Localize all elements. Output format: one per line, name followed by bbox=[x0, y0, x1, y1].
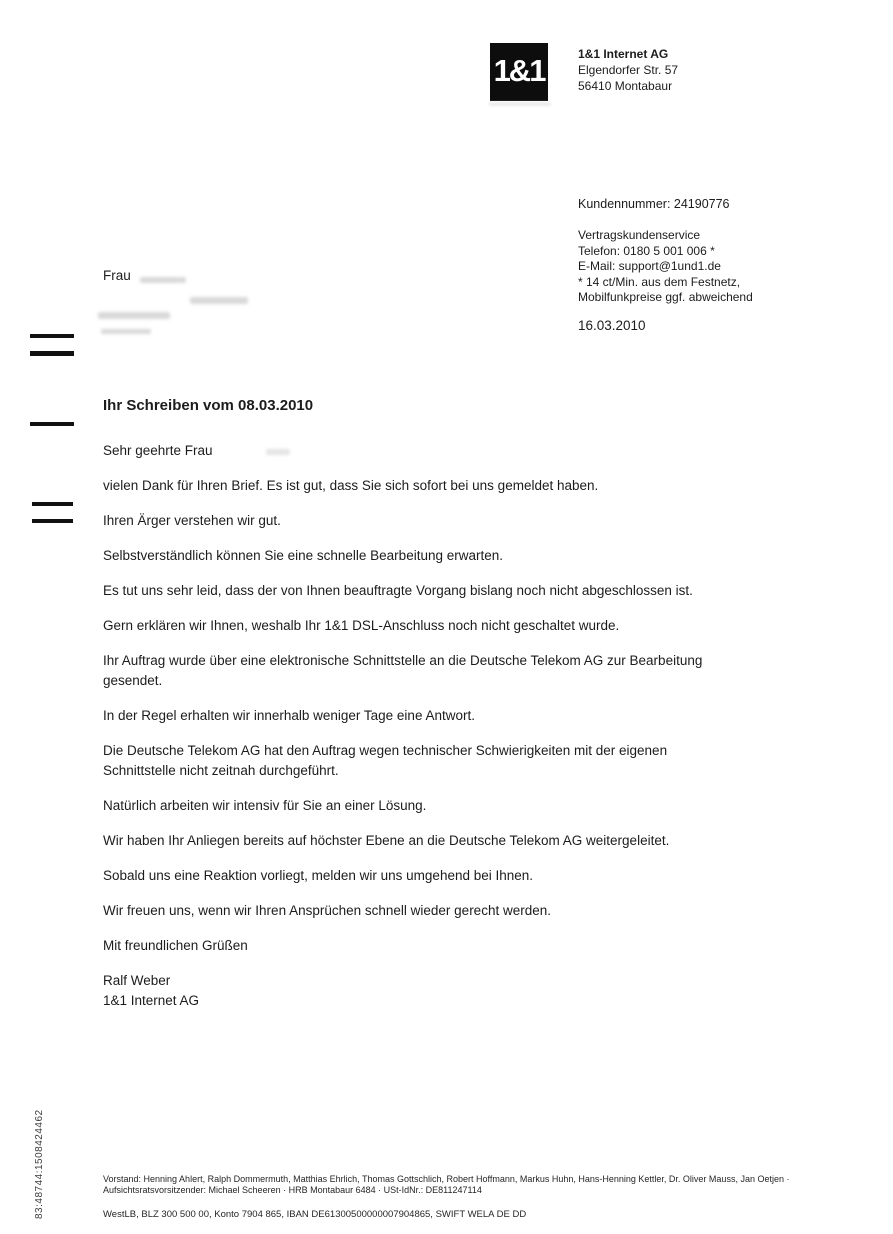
service-email: E-Mail: support@1und1.de bbox=[578, 259, 721, 273]
signature-name: Ralf Weber bbox=[103, 973, 171, 988]
redacted-address-smudge bbox=[101, 329, 151, 334]
paragraph: Wir haben Ihr Anliegen bereits auf höchster Ebene an die Deutsche Telekom AG weitergeleitet. bbox=[103, 833, 670, 848]
letter-date: 16.03.2010 bbox=[578, 318, 646, 333]
customer-number: Kundennummer: 24190776 bbox=[578, 197, 730, 211]
subject-line: Ihr Schreiben vom 08.03.2010 bbox=[103, 397, 314, 414]
margin-reference-number: 83:48744:1508424462 bbox=[34, 1109, 45, 1219]
redacted-address-smudge bbox=[190, 297, 248, 304]
sender-city: 56410 Montabaur bbox=[578, 79, 673, 93]
fold-mark bbox=[32, 519, 73, 523]
fold-mark bbox=[30, 422, 74, 426]
company-logo bbox=[490, 43, 548, 101]
logo-1und1-text: 1&1 bbox=[493, 53, 545, 88]
sender-street: Elgendorfer Str. 57 bbox=[578, 63, 679, 77]
closing: Mit freundlichen Grüßen bbox=[103, 938, 248, 953]
footer-board-line: Vorstand: Henning Ahlert, Ralph Dommermuth, Matthias Ehrlich, Thomas Gottschlich, Robert Hoffmann, Markus Huhn, Hans-Henning Kettler, Dr. Oliver Mauss, Jan Oetjen · bbox=[103, 1174, 790, 1184]
footer-bank-line: WestLB, BLZ 300 500 00, Konto 7904 865, IBAN DE61300500000007904865, SWIFT WELA DE DD bbox=[103, 1209, 527, 1220]
service-department: Vertragskundenservice bbox=[578, 228, 701, 242]
fold-mark bbox=[30, 334, 74, 338]
paragraph: Selbstverständlich können Sie eine schnelle Bearbeitung erwarten. bbox=[103, 548, 503, 563]
sender-address-block bbox=[578, 46, 678, 94]
fold-mark bbox=[30, 351, 74, 356]
letter-body bbox=[103, 441, 725, 1011]
paragraph: Die Deutsche Telekom AG hat den Auftrag wegen technischer Schwierigkeiten mit der eigenen Schnittstelle nicht zeitnah durchgeführt. bbox=[103, 743, 668, 778]
paragraph: vielen Dank für Ihren Brief. Es ist gut, dass Sie sich sofort bei uns gemeldet haben. bbox=[103, 478, 599, 493]
recipient-salutation: Frau bbox=[103, 268, 131, 283]
footer-registry-line: Aufsichtsratsvorsitzender: Michael Scheeren · HRB Montabaur 6484 · USt-IdNr.: DE811247114 bbox=[103, 1185, 482, 1195]
paragraph: Ihren Ärger verstehen wir gut. bbox=[103, 513, 281, 528]
service-contact-block bbox=[578, 228, 753, 306]
redacted-name-smudge bbox=[140, 277, 186, 283]
signature-block bbox=[103, 971, 725, 1011]
redacted-address-smudge bbox=[98, 312, 170, 319]
phone-note-line2: Mobilfunkpreise ggf. abweichend bbox=[578, 290, 753, 304]
paragraph: Gern erklären wir Ihnen, weshalb Ihr 1&1 DSL-Anschluss noch nicht geschaltet wurde. bbox=[103, 618, 620, 633]
paragraph: Ihr Auftrag wurde über eine elektronische Schnittstelle an die Deutsche Telekom AG zur Bearbeitung gesendet. bbox=[103, 653, 703, 688]
paragraph: Es tut uns sehr leid, dass der von Ihnen beauftragte Vorgang bislang noch nicht abgeschlossen ist. bbox=[103, 583, 693, 598]
signature-company: 1&1 Internet AG bbox=[103, 993, 200, 1008]
paragraph: In der Regel erhalten wir innerhalb weniger Tage eine Antwort. bbox=[103, 708, 475, 723]
paragraph: Wir freuen uns, wenn wir Ihren Ansprüchen schnell wieder gerecht werden. bbox=[103, 903, 551, 918]
paragraph: Sobald uns eine Reaktion vorliegt, melden wir uns umgehend bei Ihnen. bbox=[103, 868, 534, 883]
service-phone: Telefon: 0180 5 001 006 * bbox=[578, 243, 715, 258]
phone-note-line1: * 14 ct/Min. aus dem Festnetz, bbox=[578, 274, 741, 289]
footer-legal-block bbox=[103, 1174, 823, 1196]
fold-mark bbox=[32, 502, 73, 506]
sender-company-name: 1&1 Internet AG bbox=[578, 47, 669, 61]
scan-artifact bbox=[489, 102, 551, 106]
paragraph: Natürlich arbeiten wir intensiv für Sie an einer Lösung. bbox=[103, 798, 427, 813]
greeting: Sehr geehrte Frau bbox=[103, 443, 213, 458]
